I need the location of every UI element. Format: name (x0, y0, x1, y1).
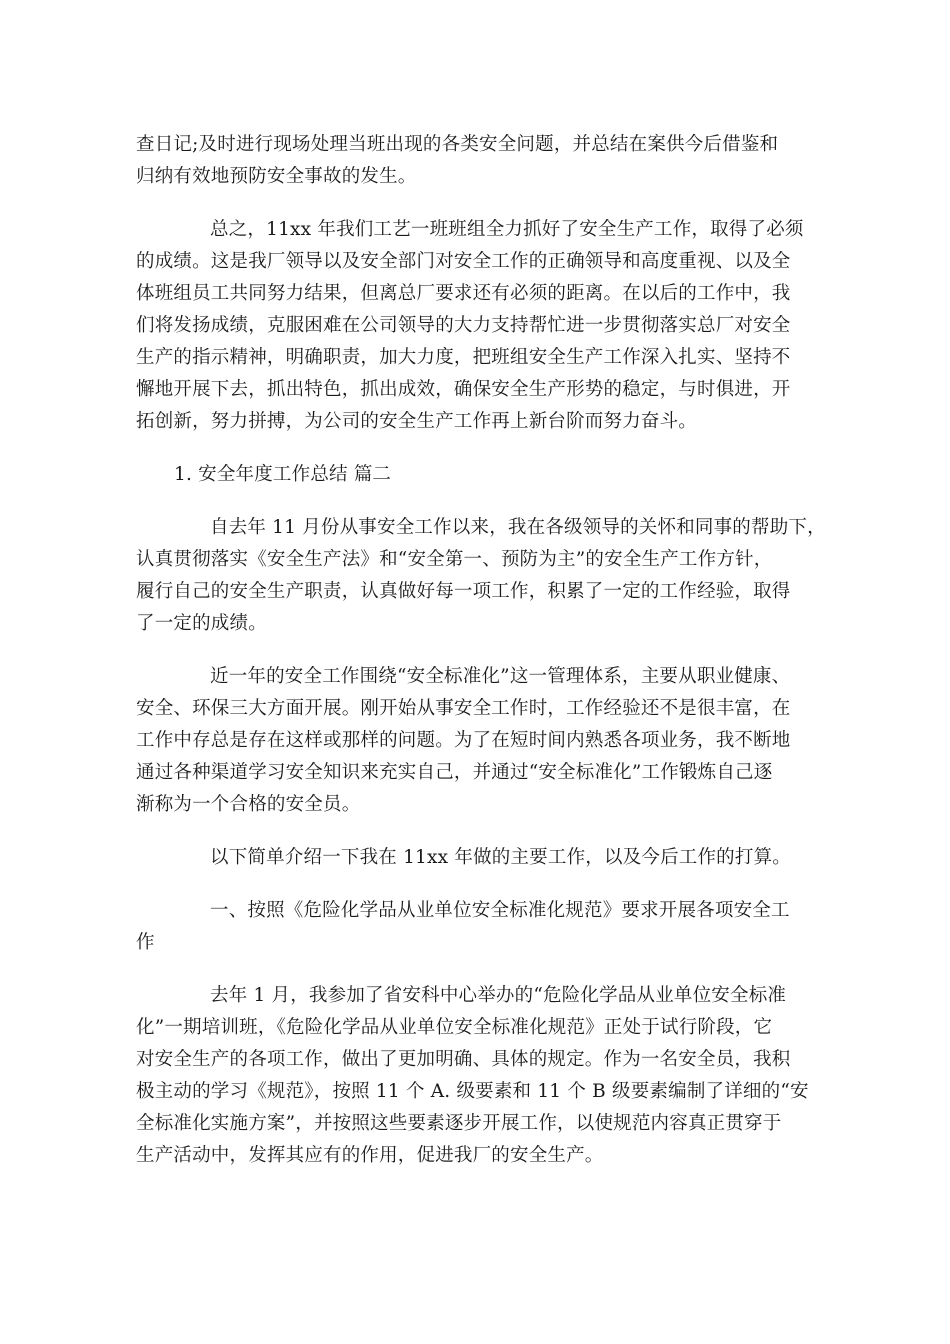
paragraph-4 (136, 661, 826, 821)
text-line: 作 (136, 932, 155, 953)
paragraph-1 (136, 129, 826, 193)
text-line: 对安全生产的各项工作，做出了更加明确、具体的规定。作为一名安全员，我积 (136, 1049, 791, 1070)
heading-text: 1. 安全年度工作总结 篇二 (174, 464, 392, 485)
text-line: 安全、环保三大方面开展。刚开始从事安全工作时，工作经验还不是很丰富，在 (136, 698, 791, 719)
text-line: 去年 1 月，我参加了省安科中心举办的“危险化学品从业单位安全标准 (210, 985, 787, 1006)
text-line: 自去年 11 月份从事安全工作以来，我在各级领导的关怀和同事的帮助下， (210, 517, 826, 538)
section-heading (136, 459, 826, 491)
text-line: 生产活动中，发挥其应有的作用，促进我厂的安全生产。 (136, 1145, 604, 1166)
text-line: 的成绩。这是我厂领导以及安全部门对安全工作的正确领导和高度重视、以及全 (136, 251, 791, 272)
paragraph-2 (136, 214, 826, 438)
text-line: 们将发扬成绩，克服困难在公司领导的大力支持帮忙进一步贯彻落实总厂对安全 (136, 315, 791, 336)
text-line: 化”一期培训班，《危险化学品从业单位安全标准化规范》正处于试行阶段，它 (136, 1017, 773, 1038)
text-line: 体班组员工共同努力结果，但离总厂要求还有必须的距离。在以后的工作中，我 (136, 283, 791, 304)
text-line: 总之，11xx 年我们工艺一班班组全力抓好了安全生产工作，取得了必须 (210, 219, 804, 240)
paragraph-3 (136, 512, 826, 640)
text-line: 生产的指示精神，明确职责，加大力度，把班组安全生产工作深入扎实、坚持不 (136, 347, 791, 368)
text-line: 履行自己的安全生产职责，认真做好每一项工作，积累了一定的工作经验，取得 (136, 581, 791, 602)
text-line: 渐称为一个合格的安全员。 (136, 794, 361, 815)
text-line: 查日记;及时进行现场处理当班出现的各类安全问题，并总结在案供今后借鉴和 (136, 134, 779, 155)
text-line: 认真贯彻落实《安全生产法》和“安全第一、预防为主”的安全生产工作方针， (136, 549, 773, 570)
text-line: 工作中存总是存在这样或那样的问题。为了在短时间内熟悉各项业务，我不断地 (136, 730, 791, 751)
text-line: 近一年的安全工作围绕“安全标准化”这一管理体系，主要从职业健康、 (210, 666, 791, 687)
text-line: 极主动的学习《规范》，按照 11 个 A. 级要素和 11 个 B 级要素编制了详细的“安 (136, 1081, 809, 1102)
text-line: 一、按照《危险化学品从业单位安全标准化规范》要求开展各项安全工 (210, 900, 790, 921)
text-line: 归纳有效地预防安全事故的发生。 (136, 166, 417, 187)
document-page (136, 129, 826, 1172)
text-line: 拓创新，努力拼搏，为公司的安全生产工作再上新台阶而努力奋斗。 (136, 411, 698, 432)
text-line: 全标准化实施方案”，并按照这些要素逐步开展工作，以使规范内容真正贯穿于 (136, 1113, 782, 1134)
text-line: 通过各种渠道学习安全知识来充实自己，并通过“安全标准化”工作锻炼自己逐 (136, 762, 773, 783)
text-line: 懈地开展下去，抓出特色，抓出成效，确保安全生产形势的稳定，与时俱进，开 (136, 379, 791, 400)
text-line: 了一定的成绩。 (136, 613, 267, 634)
text-line: 以下简单介绍一下我在 11xx 年做的主要工作，以及今后工作的打算。 (210, 847, 791, 868)
paragraph-5 (136, 842, 826, 874)
paragraph-6 (136, 895, 826, 959)
paragraph-7 (136, 980, 826, 1172)
